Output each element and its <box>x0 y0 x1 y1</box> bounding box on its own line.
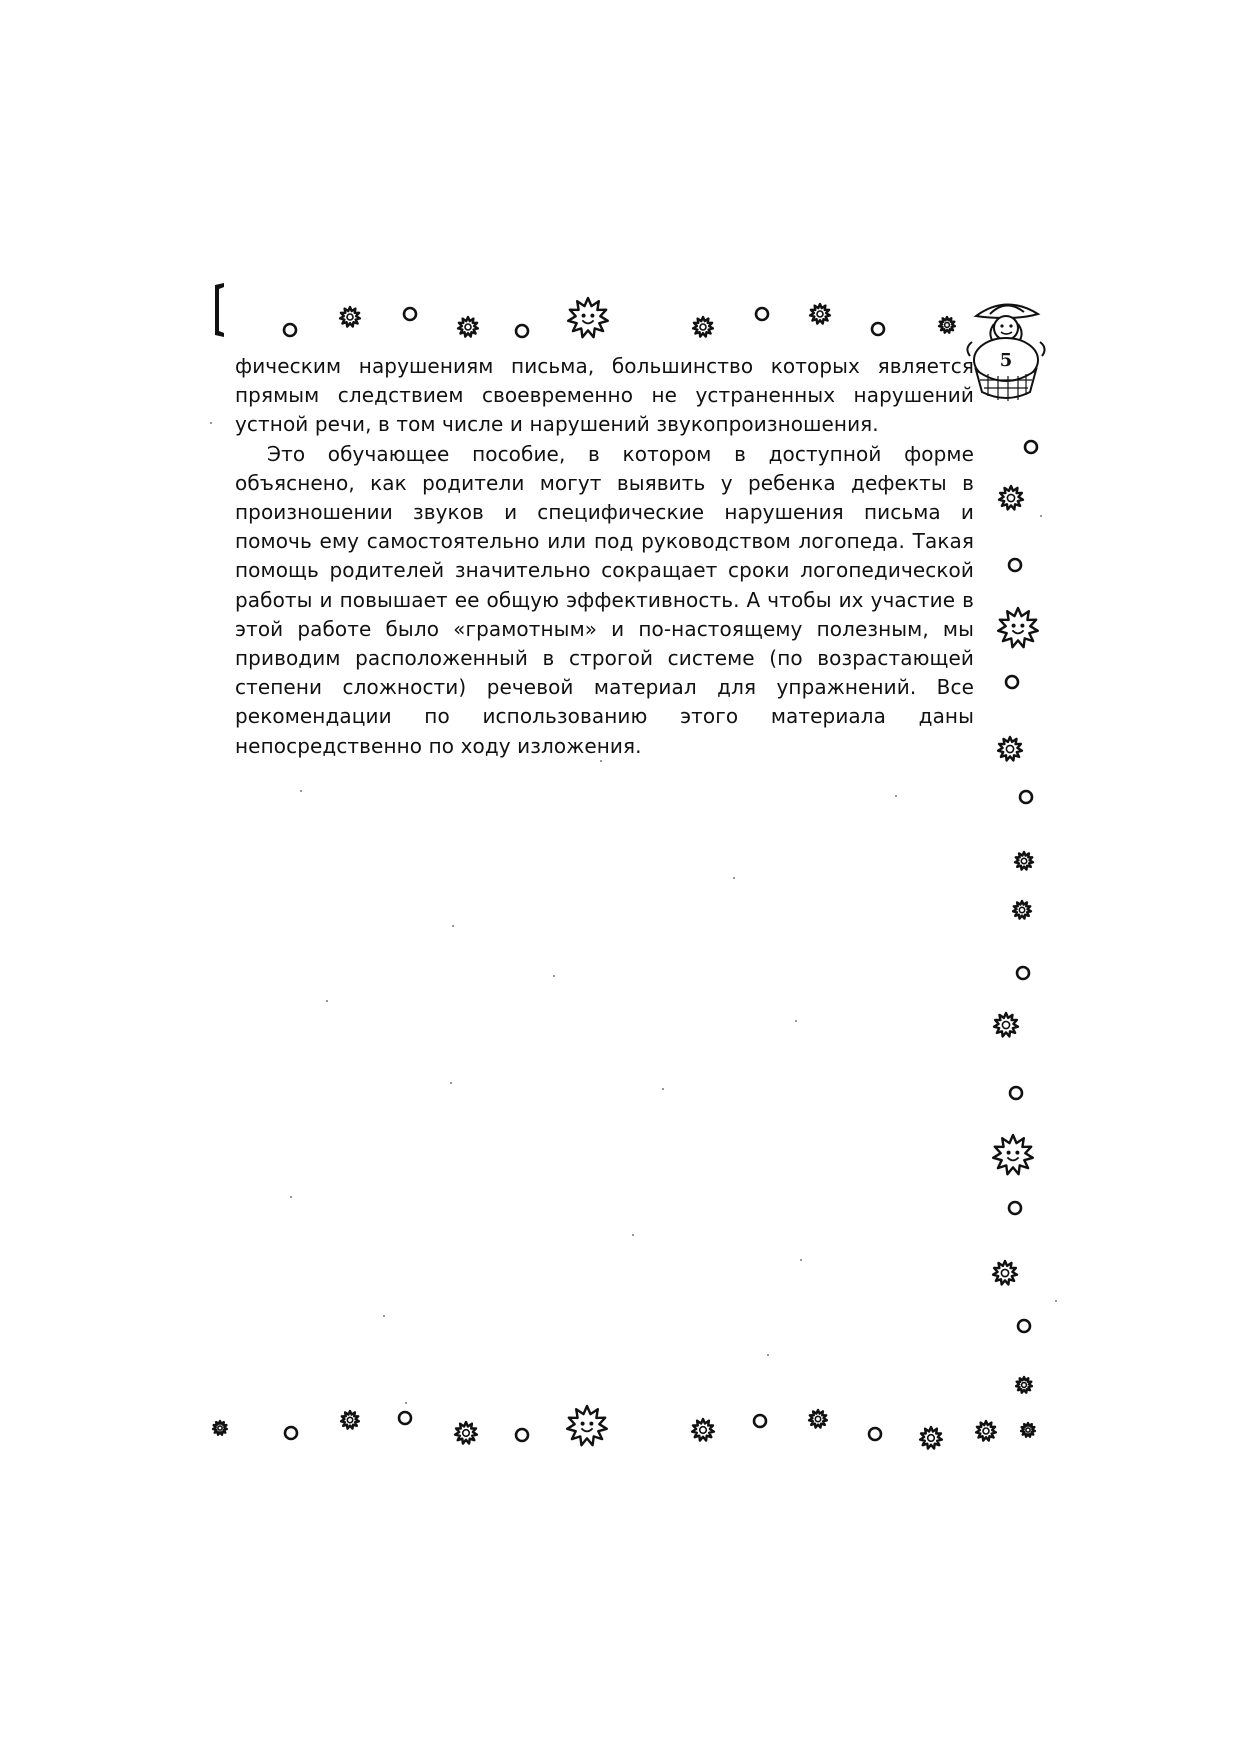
scan-speck <box>1055 1300 1057 1302</box>
ring-icon <box>282 322 298 338</box>
small-sun-icon <box>451 1418 481 1448</box>
small-sun-icon <box>209 1417 231 1439</box>
scan-speck <box>800 1259 802 1261</box>
ring-icon <box>754 306 770 322</box>
scan-speck <box>452 925 454 927</box>
ring-icon <box>752 1413 768 1429</box>
ring-icon <box>1015 965 1031 981</box>
scan-speck <box>300 790 302 792</box>
smiling-sun-icon <box>563 1402 611 1450</box>
ring-icon <box>1007 1200 1023 1216</box>
ring-icon <box>867 1426 883 1442</box>
small-sun-icon <box>1012 1373 1036 1397</box>
small-sun-icon <box>1011 848 1037 874</box>
smiling-sun-icon <box>989 1131 1037 1179</box>
scan-speck <box>553 975 555 977</box>
paragraph-continued: фическим нарушениям письма, большинство которых является прямым следствием своевременно не устраненных нарушений устной речи, в том числе и нарушений звукопроизношения. <box>235 354 974 437</box>
scan-speck <box>662 1088 664 1090</box>
scan-speck <box>600 760 602 762</box>
ring-icon <box>283 1425 299 1441</box>
ring-icon <box>402 306 418 322</box>
small-sun-icon <box>1009 897 1035 923</box>
scan-speck <box>632 1234 634 1236</box>
page-number: 5 <box>999 350 1013 371</box>
scan-speck <box>733 877 735 879</box>
ring-icon <box>1016 1318 1032 1334</box>
paragraph-main: Это обучающее пособие, в котором в доступной форме объяснено, как родители могут выявить у ребенка дефекты в произношении звуков и специфические нарушения письма и помочь ему самостоятельно или под руководством логопеда. Такая помощь родителей значительно сокращает сроки логопедической работы и повышает ее общую эффективность. А чтобы их участие в этой работе было «грамотным» и по-настоящему полезным, мы приводим расположенный в строгой системе (по возрастающей степени сложности) речевой материал для упражнений. Все рекомендации по использованию этого материала даны непосредственно по ходу изложения. <box>235 441 974 758</box>
small-sun-icon <box>1017 1419 1039 1441</box>
scan-speck <box>450 1082 452 1084</box>
small-sun-icon <box>337 1407 363 1433</box>
scan-speck <box>290 1196 292 1198</box>
small-sun-icon <box>989 1257 1021 1289</box>
small-sun-icon <box>990 1009 1022 1041</box>
ring-icon <box>1023 439 1039 455</box>
small-sun-icon <box>806 300 834 328</box>
smiling-sun-icon <box>564 294 612 342</box>
scan-speck <box>210 422 212 424</box>
ring-icon <box>514 323 530 339</box>
ring-icon <box>1018 789 1034 805</box>
ring-icon <box>514 1427 530 1443</box>
scan-speck <box>767 1354 769 1356</box>
ring-icon <box>1008 1085 1024 1101</box>
small-sun-icon <box>689 313 717 341</box>
small-sun-icon <box>994 733 1026 765</box>
ring-icon <box>1007 557 1023 573</box>
small-sun-icon <box>336 303 364 331</box>
small-sun-icon <box>916 1423 946 1453</box>
small-sun-icon <box>935 313 959 337</box>
ring-icon <box>870 321 886 337</box>
scan-speck <box>383 1315 385 1317</box>
smiling-sun-icon <box>994 604 1042 652</box>
ring-icon <box>397 1410 413 1426</box>
body-text <box>235 352 974 761</box>
scan-speck <box>326 1000 328 1002</box>
scan-speck <box>405 1402 407 1404</box>
small-sun-icon <box>688 1415 718 1445</box>
ring-icon <box>1004 674 1020 690</box>
small-sun-icon <box>805 1406 831 1432</box>
scan-speck <box>795 1020 797 1022</box>
small-sun-icon <box>995 482 1027 514</box>
small-sun-icon <box>972 1417 1000 1445</box>
scan-speck <box>1040 515 1042 517</box>
corner-bracket-mark <box>212 283 226 337</box>
small-sun-icon <box>454 313 482 341</box>
scan-speck <box>895 795 897 797</box>
